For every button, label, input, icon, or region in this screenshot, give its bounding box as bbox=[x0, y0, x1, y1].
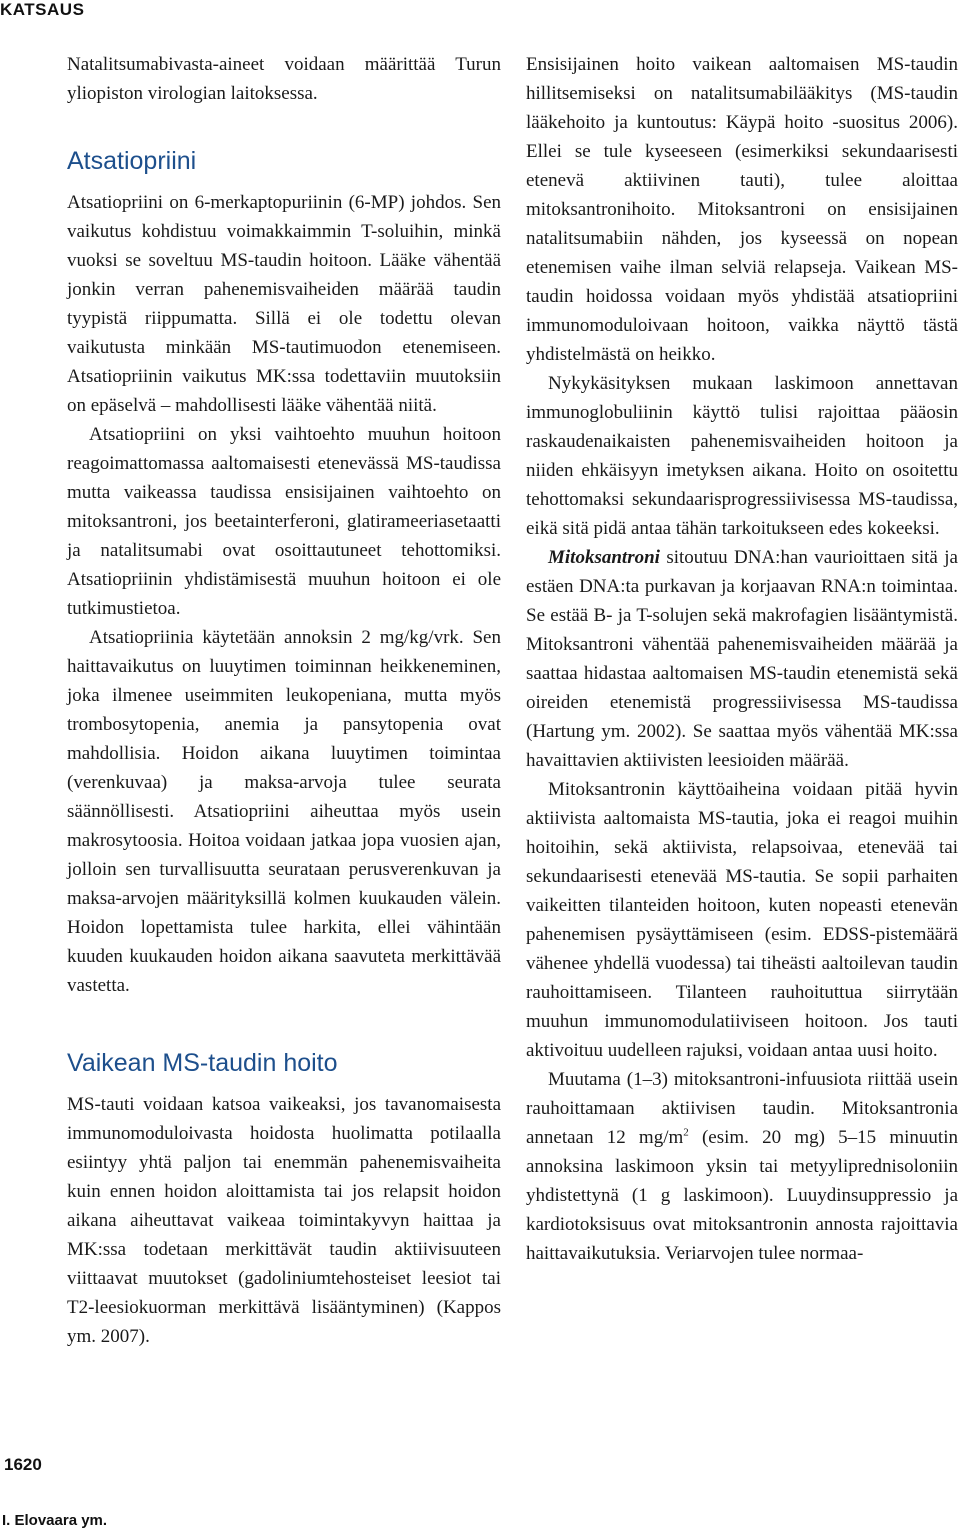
paragraph: MS-tauti voidaan katsoa vaikeaksi, jos tavanomaisesta immunomoduloivasta hoidosta huolimatta potilaalla esiintyy yhtä paljon tai enemmän pahenemisvaiheita kuin ennen hoidon aloittamista tai jos relapsit hoidon aikana aiheuttavat vaikeaa toimintakyvyn haittaa ja MK:ssa todetaan merkittävät taudin aktiivisuuteen viittaavat muutokset (gadoliniumtehosteiset leesiot tai T2-leesiokuorman merkittävä lisääntyminen) (Kappos ym. 2007). bbox=[67, 1094, 501, 1347]
paragraph: Atsatiopriini on 6-merkaptopuriinin (6-MP) johdos. Sen vaikutus kohdistuu voimakkaimmin T-soluihin, minkä vuoksi se soveltuu MS-taudin hoitoon. Lääke vähentää jonkin verran pahenemisvaiheiden määrää taudin tyypistä riippumatta. Sillä ei ole todettu olevan vaikutusta minkään MS-tautimuodon etenemiseen. Atsatiopriinin vaikutus MK:ssa todettaviin muutoksiin on epäselvä – mahdollisesti lääke vähentää niitä. bbox=[67, 192, 501, 416]
paragraph: Ensisijainen hoito vaikean aaltomaisen MS-taudin hillitsemiseksi on natalitsumabilääkitys (MS-taudin lääkehoito ja kuntoutus: Käypä hoito -suositus 2006). Ellei se tule kyseeseen (esimerkiksi sekundaarisesti etenevä aktiivinen tauti), tulee aloittaa mitoksantronihoito. Mitoksantroni on ensisijainen natalitsumabiin nähden, jos kyseessä on nopean etenemisen vaihe ilman selviä relapseja. Vaikean MS-taudin hoidossa voidaan myös yhdistää atsatiopriini immunomoduloivaan hoitoon, vaikka näyttö tästä yhdistelmästä on heikko. bbox=[526, 54, 958, 365]
paragraph-text: (esim. 20 mg) 5–15 minuutin annoksina laskimoon yksin tai metyyliprednisoloniin yhdistettynä (1 g laskimoon). Luuydinsuppressio ja kardiotoksisuus ovat mitoksantronin annosta rajoittavia haittavaikutuksia. Veriarvojen tulee normaa- bbox=[526, 1127, 958, 1264]
paragraph: Mitoksantronin käyttöaiheina voidaan pitää hyvin aktiivista aaltomaista MS-tautia, joka ei reagoi muihin hoitoihin, sekä aktiivista, relapsoivaa, etenevää tai sekundaarisesti etenevää MS-tautia. Se sopii parhaiten vaikeitten tilanteiden hoitoon, kuten nopeasti etenevän pahenemisen pysäyttämiseen (esim. EDSS-pistemäärä vähenee yhdellä vuodessa) tai tiheästi aaltoilevan taudin rauhoittamiseen. Tilanteen rauhoituttua siirrytään muuhun immunomodulatiiviseen hoitoon. Jos tauti aktivoituu uudelleen rajuksi, voidaan antaa uusi hoito. bbox=[526, 779, 958, 1061]
heading-atsatiopriini: Atsatiopriini bbox=[67, 147, 197, 175]
paragraph bbox=[526, 543, 958, 775]
paragraph-text: Muutama (1–3) mitoksantroni-infuusiota riittää usein rauhoittamaan aktiivisen taudin. Mitoksantronia annetaan 12 mg/m bbox=[526, 1069, 958, 1148]
heading-vaikean-ms-taudin-hoito: Vaikean MS-taudin hoito bbox=[67, 1049, 338, 1077]
footer-author: I. Elovaara ym. bbox=[2, 1512, 108, 1529]
page-number: 1620 bbox=[4, 1455, 42, 1474]
term-mitoksantroni: Mitoksantroni bbox=[548, 547, 660, 568]
paragraph: Atsatiopriini on yksi vaihtoehto muuhun hoitoon reagoimattomassa aaltomaisesti etenevässä MS-taudissa mutta vaikeassa taudissa ensisijainen vaihtoehto on mitoksantroni, jos beetainterferoni, glatirameeriasetaatti ja natalitsumabi ovat osoittautuneet tehottomiksi. Atsatiopriinin yhdistämisestä muuhun hoitoon ei ole tutkimustietoa. bbox=[67, 424, 501, 619]
paragraph: Atsatiopriinia käytetään annoksin 2 mg/kg/vrk. Sen haittavaikutus on luuytimen toiminnan heikkeneminen, joka ilmenee useimmiten leukopeniana, mutta myös trombosytopenia, anemia ja pansytopenia ovat mahdollisia. Hoidon aikana luuytimen toimintaa (verenkuvaa) ja maksa-arvoja tulee seurata säännöllisesti. Atsatiopriini aiheuttaa myös usein makrosytoosia. Hoitoa voidaan jatkaa jopa vuosien ajan, jolloin sen turvallisuutta seurataan perusverenkuvan ja maksa-arvojen määrityksillä kolmen kuukauden välein. Hoidon lopettamista tulee harkita, ellei vähintään kuuden kuukauden hoidon aikana saavuteta merkittävää vastetta. bbox=[67, 627, 501, 996]
section-label: KATSAUS bbox=[0, 0, 85, 19]
right-column bbox=[526, 50, 958, 1268]
left-column bbox=[67, 50, 501, 1351]
superscript: 2 bbox=[683, 1126, 689, 1139]
paragraph: Nykykäsityksen mukaan laskimoon annettavan immunoglobuliinin käyttö tulisi rajoittaa pääosin raskaudenaikaisten pahenemisvaiheiden hoitoon ja niiden ehkäisyyn imetyksen aikana. Hoito on osoitettu tehottomaksi sekundaarisprogressiivisessa MS-taudissa, eikä sitä pidä antaa tähän tarkoitukseen edes kokeeksi. bbox=[526, 373, 958, 539]
paragraph bbox=[526, 1065, 958, 1268]
intro-paragraph: Natalitsumabivasta-aineet voidaan määrittää Turun yliopiston virologian laitoksessa. bbox=[67, 54, 501, 104]
paragraph-text: sitoutuu DNA:han vaurioittaen sitä ja estäen DNA:ta purkavan ja korjaavan RNA:n toimintaa. Se estää B- ja T-solujen sekä makrofagien lisääntymistä. Mitoksantroni vähentää pahenemisvaiheiden määrää ja saattaa hidastaa aaltomaisen MS-taudin etenemistä sekä oireiden etenemistä progressiivisessa MS-taudissa (Hartung ym. 2002). Se saattaa myös vähentää MK:ssa havaittavien aktiivisten leesioiden määrää. bbox=[526, 547, 958, 771]
